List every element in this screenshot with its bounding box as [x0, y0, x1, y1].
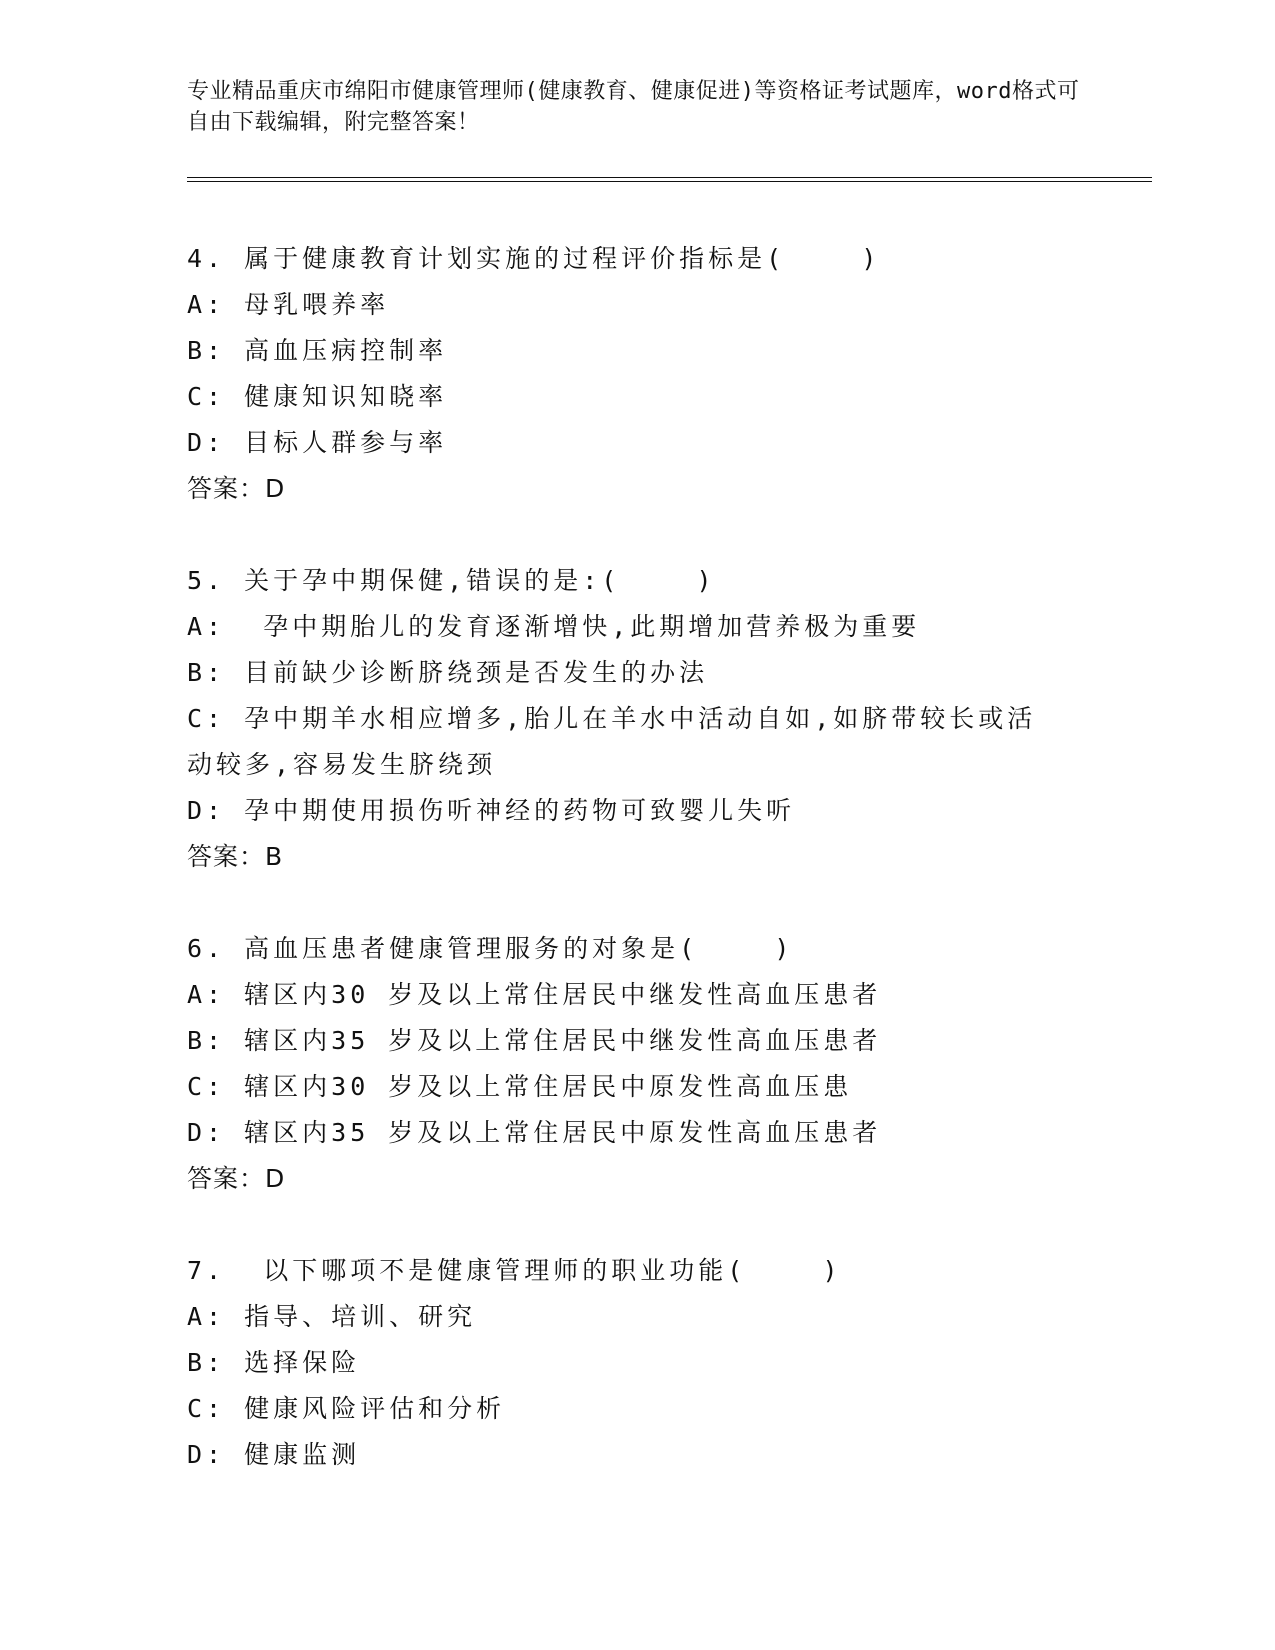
option-b: B: 目前缺少诊断脐绕颈是否发生的办法 — [187, 658, 709, 687]
option-d: D: 健康监测 — [187, 1440, 361, 1469]
option-d: D: 目标人群参与率 — [187, 428, 448, 457]
option-a: A: 母乳喂养率 — [187, 290, 390, 319]
header-divider — [187, 177, 1152, 182]
option-c: C: 健康风险评估和分析 — [187, 1394, 506, 1423]
option-c: C: 健康知识知晓率 — [187, 382, 448, 411]
question-stem: 6. 高血压患者健康管理服务的对象是( ) — [187, 934, 794, 963]
option-d: D: 孕中期使用损伤听神经的药物可致婴儿失听 — [187, 796, 796, 825]
option-a: A: 辖区内30 岁及以上常住居民中继发性高血压患者 — [187, 980, 882, 1009]
option-b: B: 选择保险 — [187, 1348, 361, 1377]
question-item — [187, 926, 1087, 1202]
option-a: A: 指导、培训、研究 — [187, 1302, 477, 1331]
answer-label: 答案：B — [187, 842, 284, 871]
option-d: D: 辖区内35 岁及以上常住居民中原发性高血压患者 — [187, 1118, 882, 1147]
question-item — [187, 236, 1087, 512]
document-header: 专业精品重庆市绵阳市健康管理师(健康教育、健康促进)等资格证考试题库，word格式可自由下载编辑，附完整答案！ — [187, 79, 1080, 135]
option-c: C: 辖区内30 岁及以上常住居民中原发性高血压患 — [187, 1072, 853, 1101]
option-b: B: 辖区内35 岁及以上常住居民中继发性高血压患者 — [187, 1026, 882, 1055]
question-stem: 5. 关于孕中期保健,错误的是:( ) — [187, 566, 716, 595]
question-stem: 7. 以下哪项不是健康管理师的职业功能( ) — [187, 1256, 842, 1285]
answer-label: 答案：D — [187, 1164, 286, 1193]
option-c: C: 孕中期羊水相应增多,胎儿在羊水中活动自如,如脐带较长或活动较多,容易发生脐绕颈 — [187, 704, 1037, 779]
question-item — [187, 1248, 1087, 1478]
answer-label: 答案：D — [187, 474, 286, 503]
question-item — [187, 558, 1087, 880]
question-stem: 4. 属于健康教育计划实施的过程评价指标是( ) — [187, 244, 881, 273]
question-list — [187, 236, 1087, 1524]
option-b: B: 高血压病控制率 — [187, 336, 448, 365]
option-a: A: 孕中期胎儿的发育逐渐增快,此期增加营养极为重要 — [187, 612, 921, 641]
